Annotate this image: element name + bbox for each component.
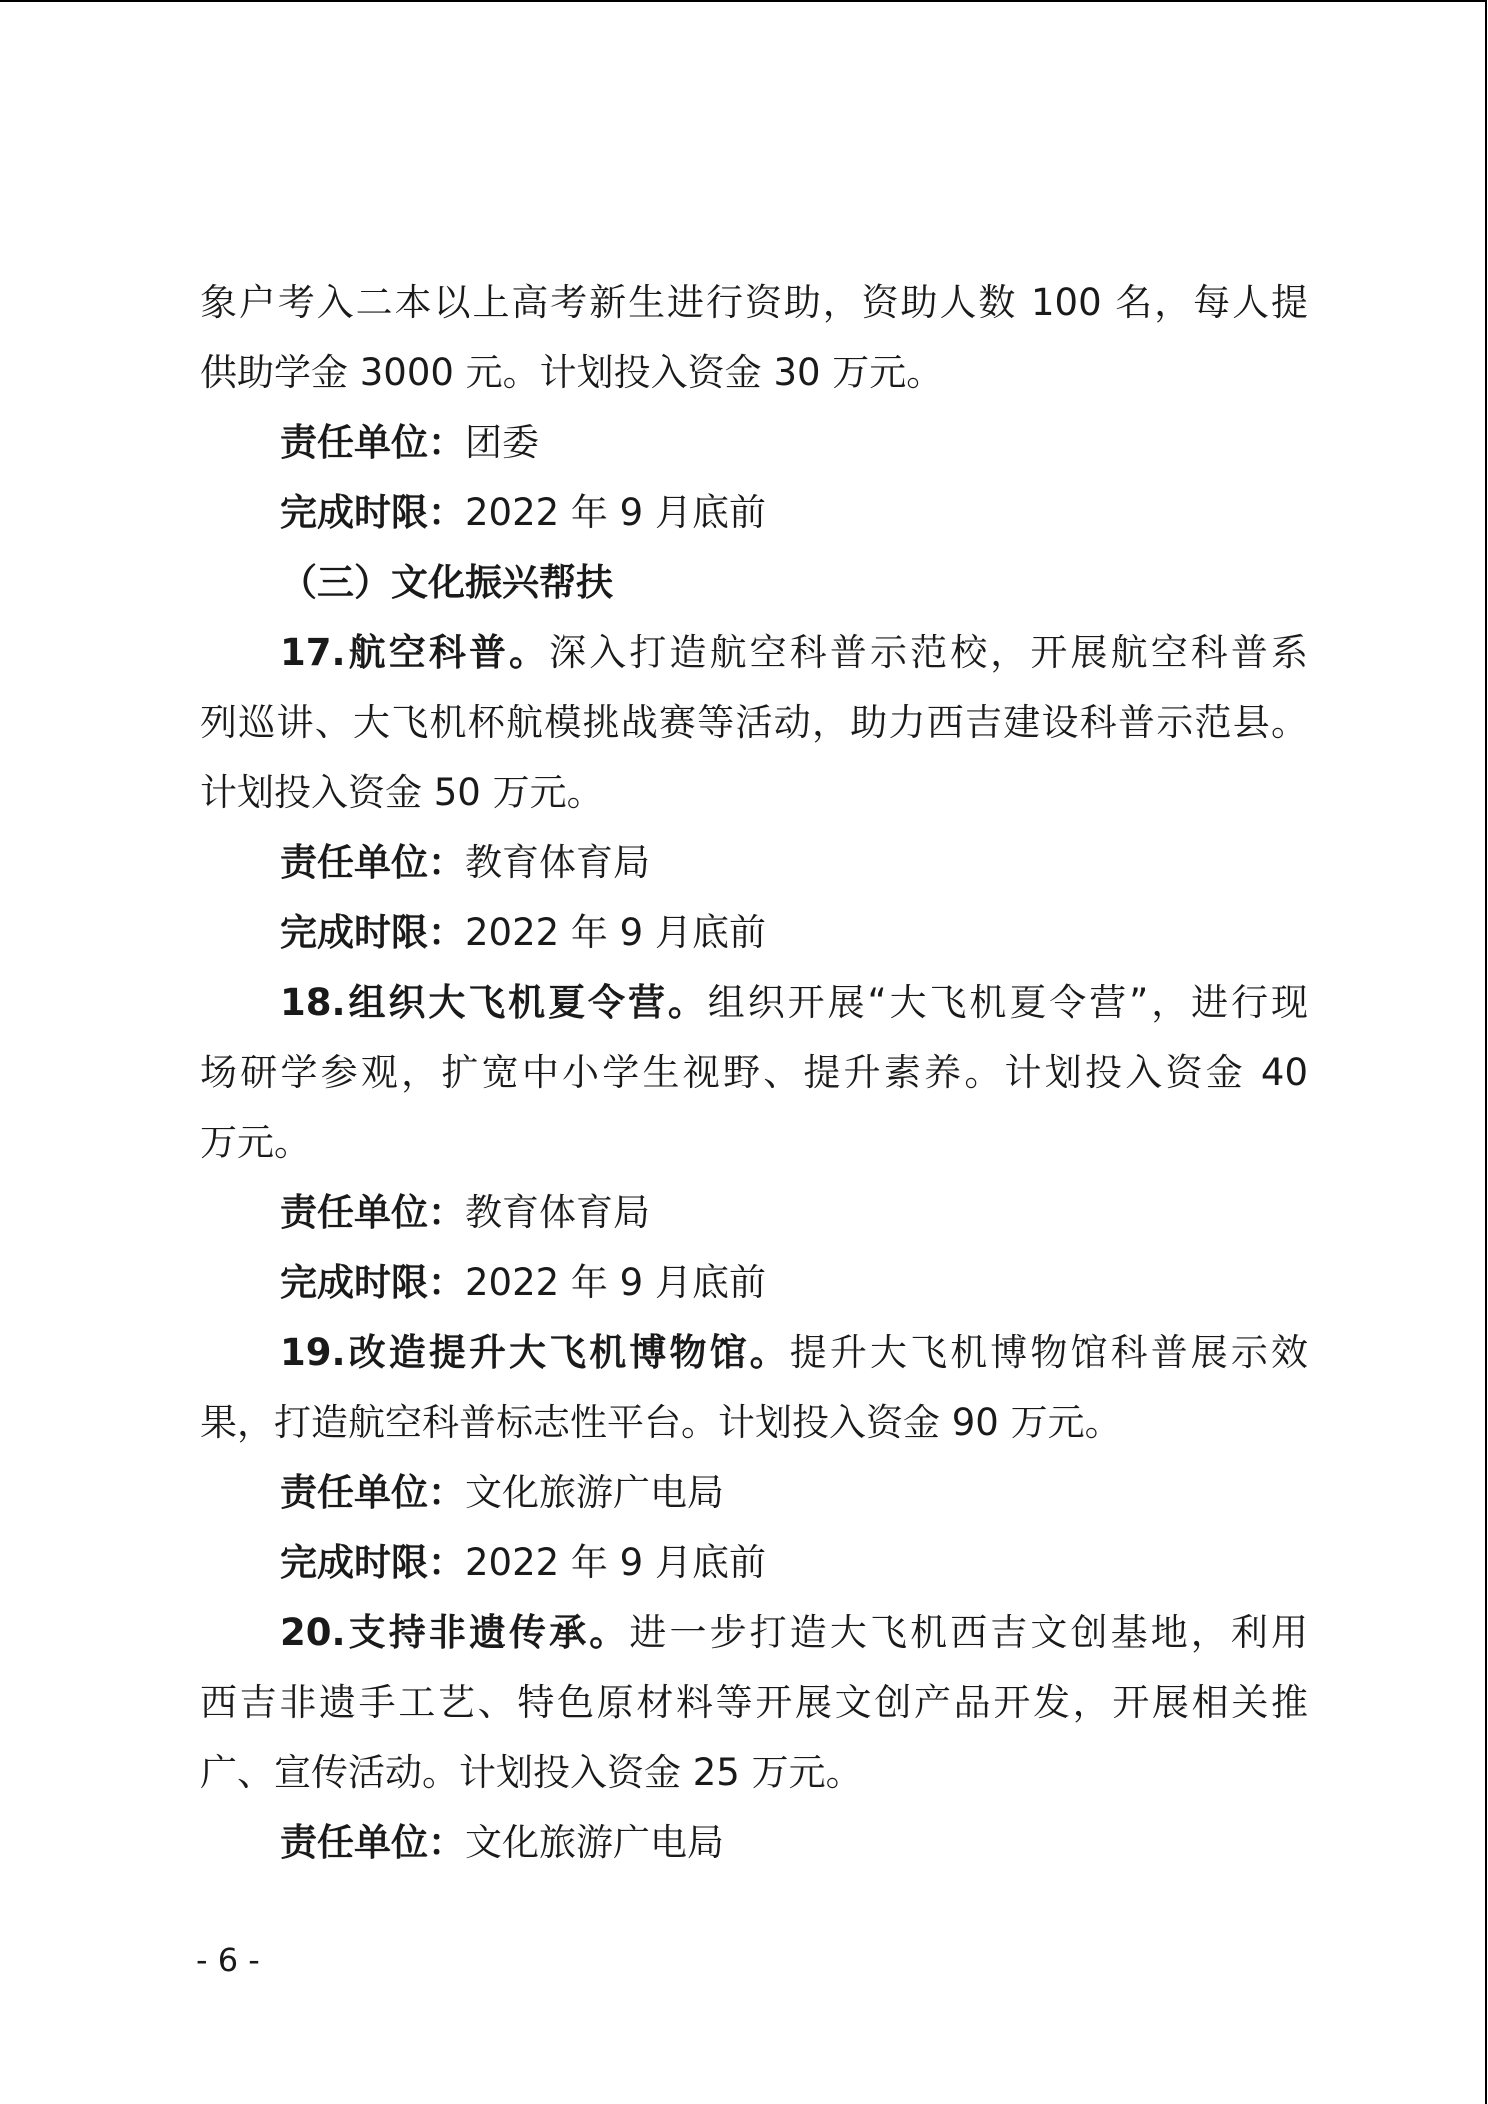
responsible-unit-line <box>200 1808 1308 1878</box>
deadline-line <box>200 478 1308 548</box>
paragraph-line: 果，打造航空科普标志性平台。计划投入资金 90 万元。 <box>200 1401 1122 1444</box>
field-value: 2022 年 9 月底前 <box>465 911 766 954</box>
item-heading-line <box>200 618 1308 688</box>
field-value: 2022 年 9 月底前 <box>465 1261 766 1304</box>
field-label: 责任单位： <box>280 421 465 464</box>
paragraph-line: 万元。 <box>200 1121 311 1164</box>
item-heading-line <box>200 1598 1308 1668</box>
responsible-unit-line <box>200 828 1308 898</box>
item-text: 深入打造航空科普示范校，开展航空科普系 <box>549 631 1308 674</box>
document-body <box>200 268 1308 1878</box>
paragraph-line: 场研学参观，扩宽中小学生视野、提升素养。计划投入资金 40 <box>200 1051 1308 1094</box>
deadline-line <box>200 1248 1308 1318</box>
field-value: 文化旅游广电局 <box>465 1821 724 1864</box>
item-text: 进一步打造大飞机西吉文创基地，利用 <box>629 1611 1308 1654</box>
section-heading: （三）文化振兴帮扶 <box>280 561 613 604</box>
paragraph-line: 供助学金 3000 元。计划投入资金 30 万元。 <box>200 351 944 394</box>
item-title: 20.支持非遗传承。 <box>280 1611 630 1654</box>
field-label: 完成时限： <box>280 911 465 954</box>
field-label: 责任单位： <box>280 1191 465 1234</box>
field-label: 责任单位： <box>280 1471 465 1514</box>
page-number: - 6 - <box>196 1941 260 1979</box>
item-text: 组织开展“大飞机夏令营”，进行现 <box>707 981 1308 1024</box>
paragraph-line: 计划投入资金 50 万元。 <box>200 771 604 814</box>
paragraph-line: 象户考入二本以上高考新生进行资助，资助人数 100 名，每人提 <box>200 281 1308 324</box>
deadline-line <box>200 898 1308 968</box>
field-value: 2022 年 9 月底前 <box>465 491 766 534</box>
paragraph-line: 列巡讲、大飞机杯航模挑战赛等活动，助力西吉建设科普示范县。 <box>200 701 1308 744</box>
field-label: 完成时限： <box>280 1261 465 1304</box>
deadline-line <box>200 1528 1308 1598</box>
field-label: 责任单位： <box>280 1821 465 1864</box>
field-value: 教育体育局 <box>465 841 650 884</box>
responsible-unit-line <box>200 1458 1308 1528</box>
item-heading-line <box>200 968 1308 1038</box>
field-value: 教育体育局 <box>465 1191 650 1234</box>
field-value: 团委 <box>465 421 539 464</box>
item-title: 18.组织大飞机夏令营。 <box>280 981 708 1024</box>
field-value: 文化旅游广电局 <box>465 1471 724 1514</box>
paragraph-line: 西吉非遗手工艺、特色原材料等开展文创产品开发，开展相关推 <box>200 1681 1308 1724</box>
responsible-unit-line <box>200 408 1308 478</box>
item-heading-line <box>200 1318 1308 1388</box>
responsible-unit-line <box>200 1178 1308 1248</box>
item-title: 19.改造提升大飞机博物馆。 <box>280 1331 790 1374</box>
paragraph-line: 广、宣传活动。计划投入资金 25 万元。 <box>200 1751 863 1794</box>
field-label: 完成时限： <box>280 491 465 534</box>
item-title: 17.航空科普。 <box>280 631 550 674</box>
field-value: 2022 年 9 月底前 <box>465 1541 766 1584</box>
field-label: 责任单位： <box>280 841 465 884</box>
item-text: 提升大飞机博物馆科普展示效 <box>789 1331 1308 1374</box>
field-label: 完成时限： <box>280 1541 465 1584</box>
